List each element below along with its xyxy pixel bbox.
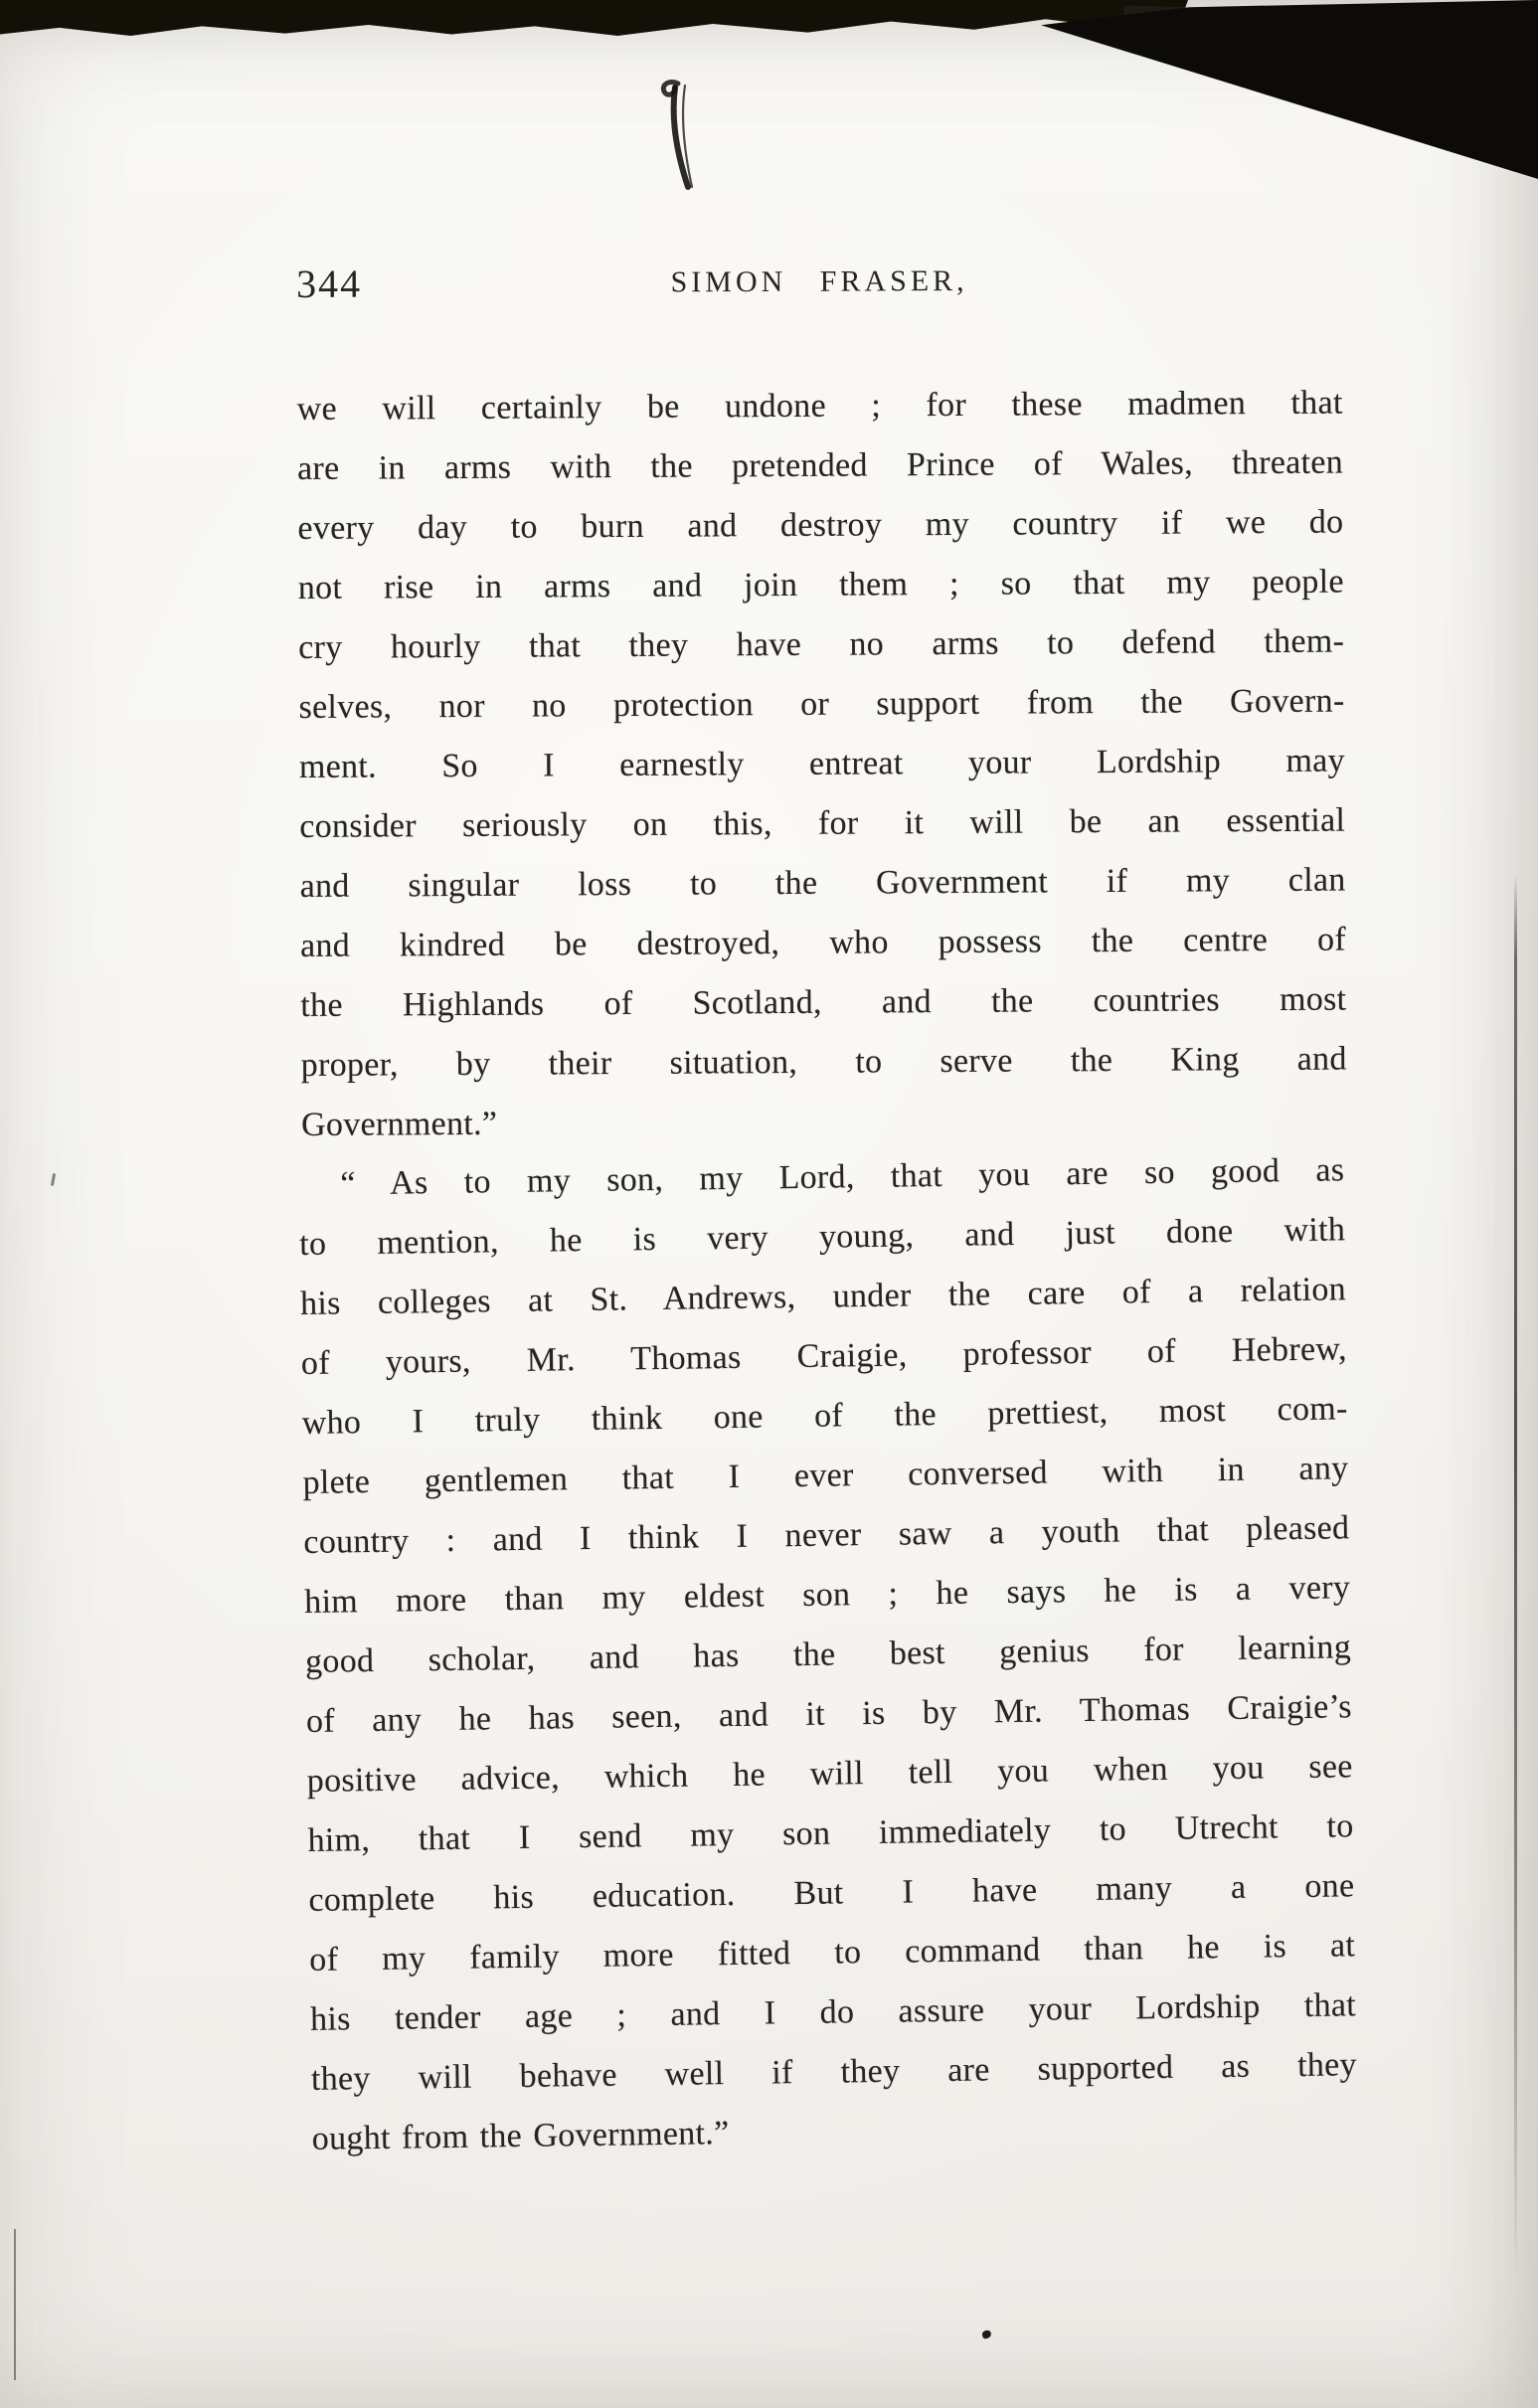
text-line: who I truly think one of the prettiest, most com- [301,1390,1348,1442]
text-line: every day to burn and destroy my country if we do [297,503,1344,547]
running-title: SIMON FRASER, [670,264,968,299]
scan-artifact-right-line [1514,873,1517,2280]
text-line: we will certainly be undone ; for these madmen that [296,384,1343,428]
scan-artifact-left-line [14,2229,16,2380]
text-line: to mention, he is very young, and just done with [298,1211,1346,1263]
text-line: not rise in arms and join them ; so that my people [297,563,1344,606]
text-line: and kindred be destroyed, who possess the centre of [299,921,1347,964]
text-line: his colleges at St. Andrews, under the care of a relation [299,1271,1347,1322]
text-line: cry hourly that they have no arms to defend them- [298,622,1345,666]
text-line: him, that I send my son immediately to Utrecht to [307,1807,1354,1859]
text-line: Government.” [300,1105,498,1143]
text-line: the Highlands of Scotland, and the countries most [300,980,1347,1024]
text-line: they will behave well if they are supported as they [310,2046,1358,2098]
text-line: are in arms with the pretended Prince of Wales, threaten [296,443,1344,487]
text-line: “ As to my son, my Lord, that you are so good as [340,1151,1345,1203]
text-line: good scholar, and has the best genius for learning [304,1629,1352,1680]
text-line: consider seriously on this, for it will be an essential [299,801,1346,845]
page-number: 344 [296,260,363,306]
text-line: ought from the Government.” [311,2115,730,2157]
scan-artifact-top-edge [0,0,1188,48]
paragraph [297,374,1348,1155]
text-line: ment. So I earnestly entreat your Lordship may [298,742,1345,785]
scan-artifact-corner-shadow [1041,0,1538,179]
text-line: him more than my eldest son ; he says he is a very [303,1569,1351,1621]
page-header [296,256,1342,312]
page-content [296,256,1358,2169]
page-body [296,375,1358,2169]
text-line: proper, by their situation, to serve the King and [300,1040,1347,1084]
text-line: of any he has seen, and it is by Mr. Thomas Craigie’s [305,1688,1353,1740]
text-line: plete gentlemen that I ever conversed with in any [302,1450,1349,1501]
text-line: country : and I think I never saw a youth that pleased [303,1509,1350,1561]
text-line: selves, nor no protection or support from the Govern- [298,682,1345,726]
text-line: complete his education. But I have many a one [308,1867,1355,1919]
text-line: of yours, Mr. Thomas Craigie, professor of Hebrew, [300,1330,1348,1382]
handwritten-ink-mark [648,78,702,195]
scan-artifact-ink-dot [981,2329,992,2339]
scan-artifact-tick [51,1173,56,1186]
paragraph [298,1140,1358,2169]
text-line: positive advice, which he will tell you when you see [306,1748,1353,1800]
text-line: and singular loss to the Government if my clan [299,861,1346,905]
text-line: of my family more fitted to command than he is at [309,1927,1356,1978]
text-line: his tender age ; and I do assure your Lordship that [309,1986,1357,2038]
